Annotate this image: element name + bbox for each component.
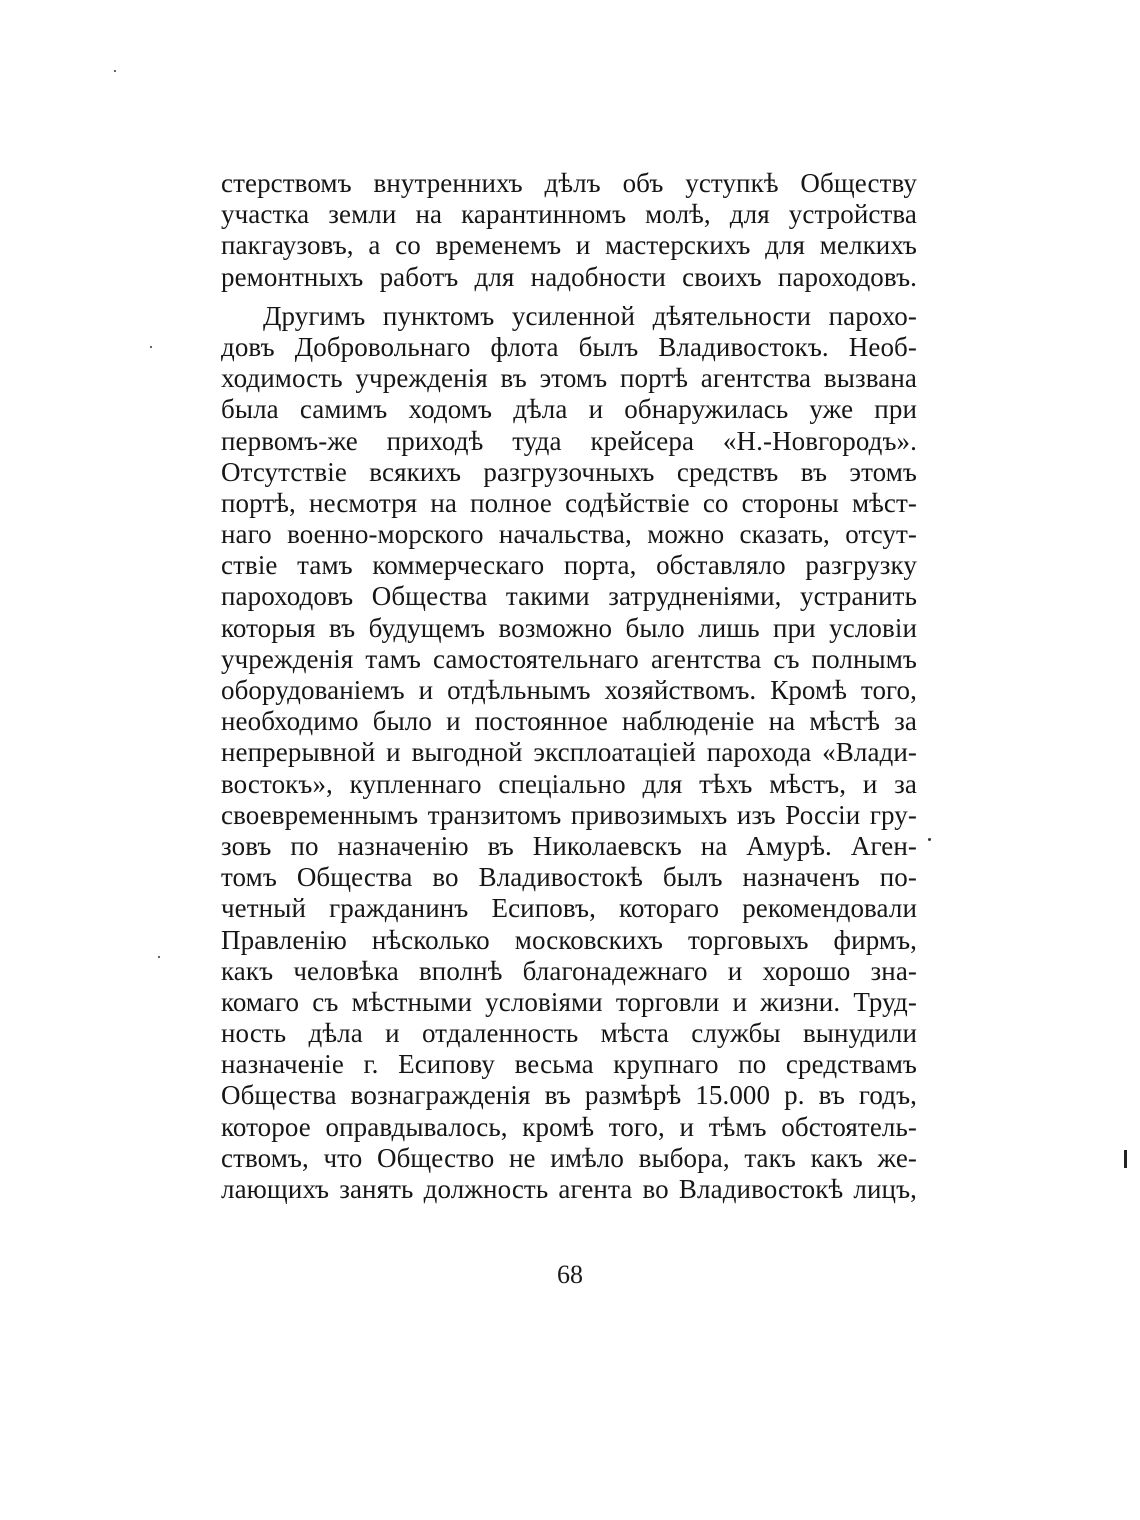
text-line: которыя въ будущемъ возможно было лишь при условіи — [221, 612, 917, 643]
text-line: портѣ, несмотря на полное содѣйствіе со стороны мѣст- — [221, 487, 917, 518]
text-line: Отсутствіе всякихъ разгрузочныхъ средствъ въ этомъ — [221, 456, 917, 487]
text-line: ремонтныхъ работъ для надобности своихъ пароходовъ. — [221, 261, 917, 292]
text-line: учрежденія тамъ самостоятельнаго агентства съ полнымъ — [221, 643, 917, 674]
text-line: пароходовъ Общества такими затрудненіями, устранить — [221, 581, 917, 612]
text-line: ность дѣла и отдаленность мѣста службы вынудили — [221, 1018, 917, 1049]
text-line: непрерывной и выгодной эксплоатаціей парохода «Влади- — [221, 737, 917, 768]
text-line: Правленію нѣсколько московскихъ торговыхъ фирмъ, — [221, 924, 917, 955]
text-line: ствомъ, что Общество не имѣло выбора, такъ какъ же- — [221, 1142, 917, 1173]
text-line: которое оправдывалось, кромѣ того, и тѣмъ обстоятель- — [221, 1111, 917, 1142]
scan-speck — [928, 838, 931, 841]
text-line: ходимость учрежденія въ этомъ портѣ агентства вызвана — [221, 363, 917, 394]
body-text — [221, 168, 917, 1205]
text-line: Общества вознагражденія въ размѣрѣ 15.000 р. въ годъ, — [221, 1080, 917, 1111]
text-line: томъ Общества во Владивостокѣ былъ назначенъ по- — [221, 862, 917, 893]
text-line: стерствомъ внутреннихъ дѣлъ объ уступкѣ Обществу — [221, 168, 917, 198]
text-line: участка земли на карантинномъ молѣ, для устройства — [221, 199, 917, 230]
text-line: востокъ», купленнаго спеціально для тѣхъ мѣстъ, и за — [221, 768, 917, 799]
paragraph-2 — [221, 301, 917, 1205]
text-line: четный гражданинъ Есиповъ, котораго рекомендовали — [221, 893, 917, 924]
text-line: зовъ по назначенію въ Николаевскъ на Амурѣ. Аген- — [221, 830, 917, 861]
text-line: пакгаузовъ, а со временемъ и мастерскихъ для мелкихъ — [221, 230, 917, 261]
page-number: 68 — [557, 1260, 583, 1289]
text-line: лающихъ занять должность агента во Владивостокѣ лицъ, — [221, 1174, 917, 1204]
text-line: первомъ-же приходѣ туда крейсера «Н.-Новгородъ». — [221, 425, 917, 456]
text-line: необходимо было и постоянное наблюденіе на мѣстѣ за — [221, 706, 917, 737]
text-line: комаго съ мѣстными условіями торговли и жизни. Труд- — [221, 986, 917, 1017]
text-line: ствіе тамъ коммерческаго порта, обставляло разгрузку — [221, 550, 917, 581]
text-line: назначеніе г. Есипову весьма крупнаго по средствамъ — [221, 1049, 917, 1080]
text-line: довъ Добровольнаго флота былъ Владивостокъ. Необ- — [221, 331, 917, 362]
scan-edge-mark — [1124, 1150, 1127, 1168]
text-line: какъ человѣка вполнѣ благонадежнаго и хорошо зна- — [221, 955, 917, 986]
text-line: была самимъ ходомъ дѣла и обнаружилась уже при — [221, 394, 917, 425]
scan-speck — [150, 346, 152, 348]
scan-speck — [114, 70, 116, 72]
text-line: Другимъ пунктомъ усиленной дѣятельности парохо- — [263, 300, 917, 331]
paragraph-1 — [221, 168, 917, 293]
text-line: оборудованіемъ и отдѣльнымъ хозяйствомъ. Кромѣ того, — [221, 675, 917, 705]
scan-speck — [158, 956, 160, 958]
text-line: своевременнымъ транзитомъ привозимыхъ изъ Россіи гру- — [221, 799, 917, 830]
text-line: наго военно-морского начальства, можно сказать, отсут- — [221, 519, 917, 550]
